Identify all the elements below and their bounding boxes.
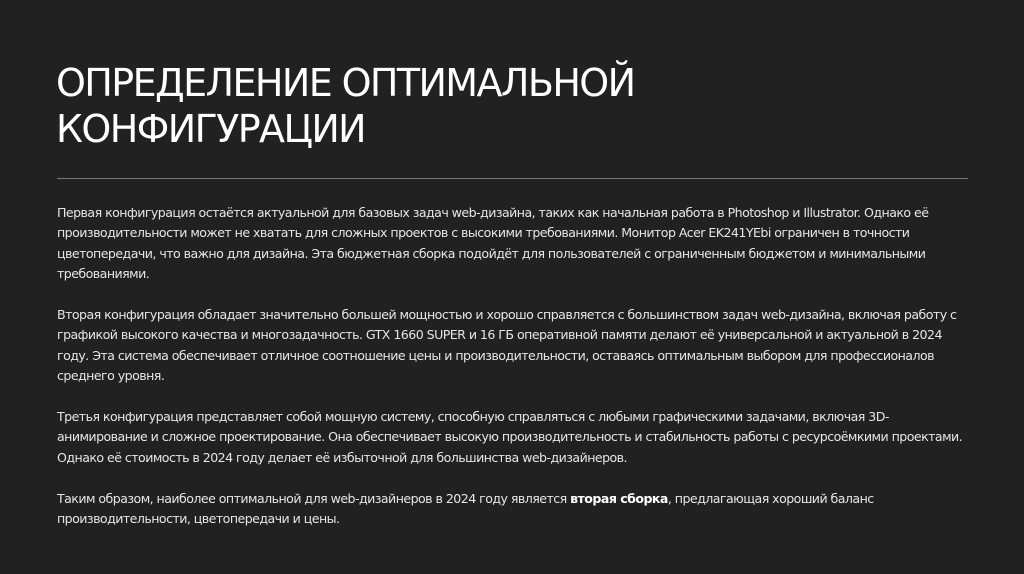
slide-title-line-1: ОПРЕДЕЛЕНИЕ ОПТИМАЛЬНОЙ: [56, 61, 635, 105]
paragraph-first-config: Первая конфигурация остаётся актуальной для базовых задач web-дизайна, таких как начальная работа в Photoshop и Illustrator. Однако её производительности может не хватать для сложных проектов с высокими требованиями. Монитор Acer EK241YEbi ограничен в точности цветопередачи, что важно для дизайна. Эта бюджетная сборка подойдёт для пользователей с ограниченным бюджетом и минимальными требованиями.: [57, 205, 929, 282]
paragraph-conclusion: [57, 489, 972, 530]
conclusion-highlight: вторая сборка: [570, 490, 668, 506]
paragraph-third-config: Третья конфигурация представляет собой мощную систему, способную справляться с любыми графическими задачами, включая 3D-анимирование и сложное проектирование. Она обеспечивает высокую производительность и стабильность работы с ресурсоёмкими проектами. Однако её стоимость в 2024 году делает её избыточной для большинства web-дизайнеров.: [57, 409, 963, 465]
slide-title-line-2: КОНФИГУРАЦИИ: [56, 107, 365, 151]
slide-title: [56, 60, 956, 152]
title-divider: [57, 178, 968, 179]
paragraph-second-config: Вторая конфигурация обладает значительно большей мощностью и хорошо справляется с большинством задач web-дизайна, включая работу с графикой высокого качества и многозадачность. GTX 1660 SUPER и 16 ГБ оперативной памяти делают её универсальной и актуальной в 2024 году. Эта система обеспечивает отличное соотношение цены и производительности, оставаясь оптимальным выбором для профессионалов среднего уровня.: [57, 307, 957, 384]
slide-body: [57, 203, 972, 529]
conclusion-text-after: , предлагающая хороший баланс производительности, цветопередачи и цены.: [57, 490, 874, 527]
conclusion-text-before: Таким образом, наиболее оптимальной для web-дизайнеров в 2024 году является: [57, 490, 571, 506]
